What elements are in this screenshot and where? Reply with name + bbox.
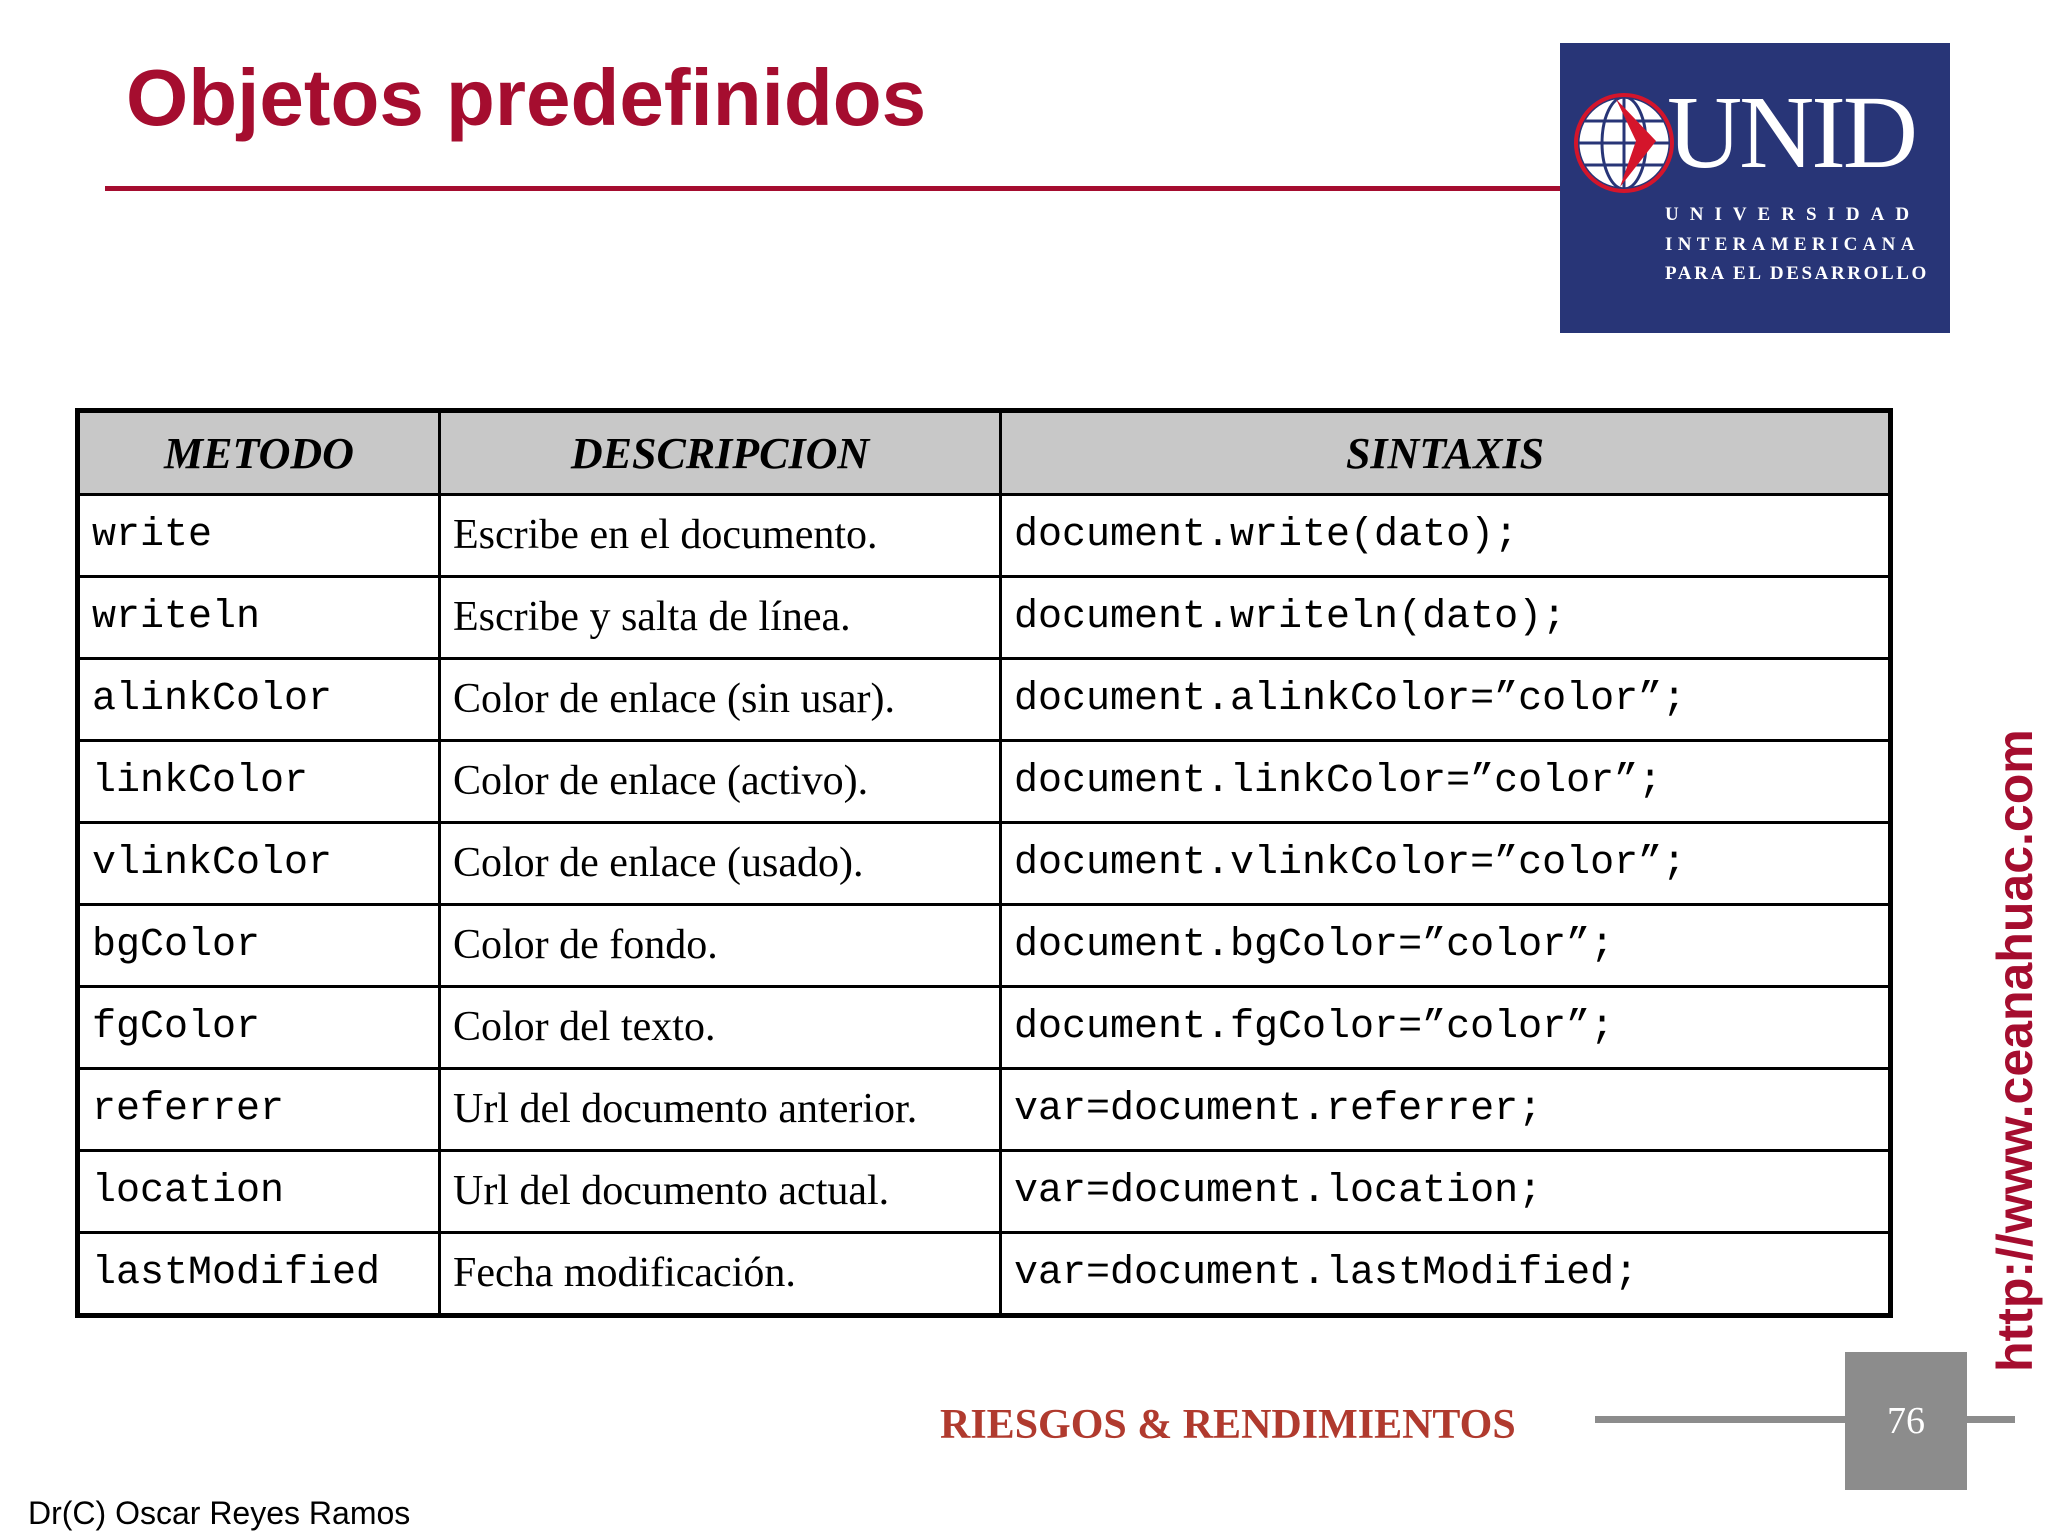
syntax-cell: document.linkColor=”color”; xyxy=(1001,740,1891,822)
globe-icon xyxy=(1564,83,1684,203)
table-row xyxy=(78,495,1891,577)
header-description: DESCRIPCION xyxy=(440,411,1001,495)
method-cell: vlinkColor xyxy=(78,822,440,904)
header-syntax: SINTAXIS xyxy=(1001,411,1891,495)
description-cell: Color de enlace (activo). xyxy=(440,740,1001,822)
table-row xyxy=(78,986,1891,1068)
slide-title: Objetos predefinidos xyxy=(126,53,927,142)
syntax-cell: document.bgColor=”color”; xyxy=(1001,904,1891,986)
unid-logo xyxy=(1560,43,1950,333)
syntax-cell: var=document.lastModified; xyxy=(1001,1232,1891,1315)
page-number-box xyxy=(1845,1352,1967,1490)
description-cell: Color de fondo. xyxy=(440,904,1001,986)
table-row xyxy=(78,1232,1891,1315)
method-cell: alinkColor xyxy=(78,658,440,740)
logo-wordmark: UNID xyxy=(1667,75,1915,190)
table-header-row xyxy=(78,411,1891,495)
logo-line-2: INTERAMERICANA xyxy=(1665,234,1920,255)
method-cell: bgColor xyxy=(78,904,440,986)
syntax-cell: document.vlinkColor=”color”; xyxy=(1001,822,1891,904)
description-cell: Color de enlace (usado). xyxy=(440,822,1001,904)
description-cell: Url del documento actual. xyxy=(440,1150,1001,1232)
description-cell: Url del documento anterior. xyxy=(440,1068,1001,1150)
logo-line-1: UNIVERSIDAD xyxy=(1665,204,1921,225)
description-cell: Escribe en el documento. xyxy=(440,495,1001,577)
method-cell: lastModified xyxy=(78,1232,440,1315)
table-row xyxy=(78,1068,1891,1150)
description-cell: Color de enlace (sin usar). xyxy=(440,658,1001,740)
methods-table xyxy=(75,408,1893,1318)
title-divider xyxy=(105,186,1565,191)
logo-line-3: PARA EL DESARROLLO xyxy=(1665,263,1929,284)
syntax-cell: document.writeln(dato); xyxy=(1001,576,1891,658)
syntax-cell: document.write(dato); xyxy=(1001,495,1891,577)
header-method: METODO xyxy=(78,411,440,495)
syntax-cell: document.fgColor=”color”; xyxy=(1001,986,1891,1068)
table-row xyxy=(78,904,1891,986)
syntax-cell: var=document.referrer; xyxy=(1001,1068,1891,1150)
description-cell: Escribe y salta de línea. xyxy=(440,576,1001,658)
method-cell: linkColor xyxy=(78,740,440,822)
syntax-cell: var=document.location; xyxy=(1001,1150,1891,1232)
vertical-url-link[interactable]: http://www.ceanahuac.com xyxy=(1987,729,2043,1372)
table-row xyxy=(78,658,1891,740)
method-cell: write xyxy=(78,495,440,577)
description-cell: Color del texto. xyxy=(440,986,1001,1068)
author-credit: Dr(C) Oscar Reyes Ramos xyxy=(28,1495,411,1531)
method-cell: location xyxy=(78,1150,440,1232)
table-row xyxy=(78,822,1891,904)
table-row xyxy=(78,740,1891,822)
description-cell: Fecha modificación. xyxy=(440,1232,1001,1315)
table-row xyxy=(78,1150,1891,1232)
footer-title: RIESGOS & RENDIMIENTOS xyxy=(940,1402,1516,1448)
table-row xyxy=(78,576,1891,658)
page-number: 76 xyxy=(1887,1400,1925,1442)
syntax-cell: document.alinkColor=”color”; xyxy=(1001,658,1891,740)
method-cell: referrer xyxy=(78,1068,440,1150)
method-cell: writeln xyxy=(78,576,440,658)
method-cell: fgColor xyxy=(78,986,440,1068)
